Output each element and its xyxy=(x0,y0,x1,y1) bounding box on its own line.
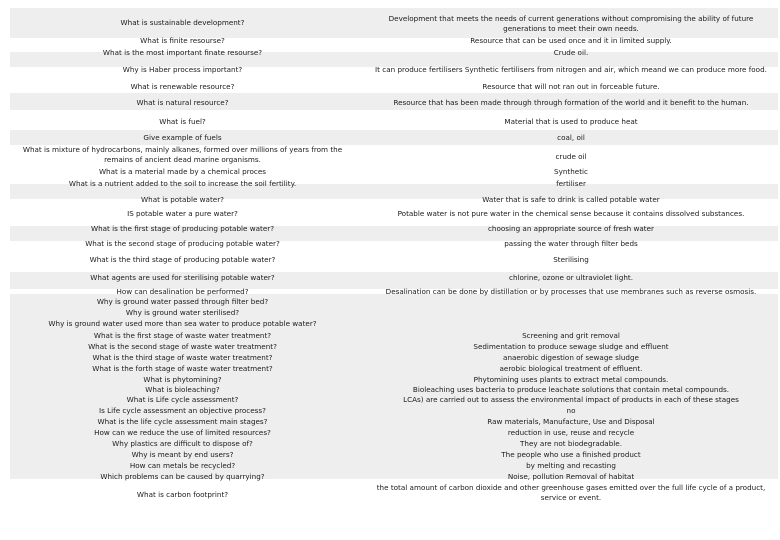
question: What is the life cycle assessment main stages? xyxy=(97,417,268,426)
answer: choosing an appropriate source of fresh water xyxy=(487,224,655,233)
answer: Potable water is not pure water in the chemical sense because it contains dissolved substances. xyxy=(397,209,745,218)
question: What is bioleaching? xyxy=(145,385,220,394)
question: Why is meant by end users? xyxy=(131,450,234,459)
answer: passing the water through filter beds xyxy=(504,239,638,248)
question: What is renewable resource? xyxy=(130,82,235,91)
answer: Screening and grit removal xyxy=(522,331,620,340)
answer: Resource that has been made through through formation of the world and it benefit to the human. xyxy=(393,98,749,107)
answer: aerobic biological treatment of effluent. xyxy=(499,364,643,373)
question: How can we reduce the use of limited resources? xyxy=(94,428,271,437)
answer: anaerobic digestion of sewage sludge xyxy=(503,353,639,362)
answer: Desalination can be done by distillation or by processes that use membranes such as reverse osmosis. xyxy=(385,287,757,296)
answer: by melting and recasting xyxy=(526,461,616,470)
question: Is Life cycle assessment an objective process? xyxy=(99,406,266,415)
answer: Sedimentation to produce sewage sludge and effluent xyxy=(473,342,669,351)
question: Why is Haber process important? xyxy=(122,65,243,74)
answer: coal, oil xyxy=(557,133,585,142)
question: Which problems can be caused by quarrying? xyxy=(100,472,265,481)
answer: Noise, pollution Removal of habitat xyxy=(507,472,635,481)
answer: reduction in use, reuse and recycle xyxy=(507,428,635,437)
question: What is the most important finate resourse? xyxy=(102,48,263,57)
answer: the total amount of carbon dioxide and other greenhouse gases emitted over the full life cycle of a product, service or event. xyxy=(376,483,766,503)
question: What is the third stage of waste water treatment? xyxy=(92,353,273,362)
question: How can metals be recycled? xyxy=(129,461,236,470)
question: Why is ground water used more than sea water to produce potable water? xyxy=(48,319,317,328)
answer: crude oil xyxy=(555,152,587,161)
question: What is the third stage of producing potable water? xyxy=(89,255,276,264)
question: What is the first stage of waste water treatment? xyxy=(93,331,272,340)
answer: The people who use a finished product xyxy=(501,450,641,459)
answer: They are not biodegradable. xyxy=(520,439,622,448)
answer: Raw materials, Manufacture, Use and Disposal xyxy=(487,417,655,426)
question: IS potable water a pure water? xyxy=(127,209,238,218)
question: What is sustainable development? xyxy=(120,18,245,27)
answer: Synthetic xyxy=(554,167,588,176)
answer: Resource that can be used once and it in limited supply. xyxy=(470,36,672,45)
question: What is the second stage of waste water treatment? xyxy=(88,342,277,351)
question: What is the first stage of producing potable water? xyxy=(90,224,275,233)
answer: Material that is used to produce heat xyxy=(504,117,638,126)
answer: Resource that will not ran out in forceable future. xyxy=(482,82,660,91)
answer: Bioleaching uses bacteria to produce leachate solutions that contain metal compounds. xyxy=(412,385,730,394)
question: What is a nutrient added to the soil to increase the soil fertility. xyxy=(68,179,297,188)
question: What is mixture of hydrocarbons, mainly alkanes, formed over millions of years from the remains of ancient dead marine organisms. xyxy=(22,145,343,165)
question: What is natural resource? xyxy=(136,98,229,107)
question: What is phytomining? xyxy=(143,375,222,384)
question: What is fuel? xyxy=(159,117,206,126)
question: What is Life cycle assessment? xyxy=(126,395,239,404)
answer: Development that meets the needs of current generations without compromising the ability of future generations to meet their own needs. xyxy=(388,14,754,34)
answer: It can produce fertilisers Synthetic fertilisers from nitrogen and air, which meand we can produce more food. xyxy=(375,65,767,74)
question: Give example of fuels xyxy=(143,133,222,142)
question: Why plastics are difficult to dispose of? xyxy=(112,439,253,448)
question: Why is ground water sterilised? xyxy=(125,308,240,317)
question: What is a material made by a chemical proces xyxy=(98,167,267,176)
answer: no xyxy=(566,406,576,415)
answer: LCAs) are carried out to assess the environmental impact of products in each of these stages xyxy=(403,395,739,404)
question: What is potable water? xyxy=(141,195,224,204)
question: What is carbon footprint? xyxy=(136,490,229,499)
answer: Crude oil. xyxy=(553,48,589,57)
answer: chlorine, ozone or ultraviolet light. xyxy=(509,273,633,282)
answer: Phytomining uses plants to extract metal compounds. xyxy=(473,375,669,384)
question: How can desalination be performed? xyxy=(116,287,249,296)
question: What is the second stage of producing potable water? xyxy=(85,239,280,248)
question: What is the forth stage of waste water treatment? xyxy=(92,364,273,373)
answer: fertiliser xyxy=(556,179,586,188)
question: Why is ground water passed through filter bed? xyxy=(96,297,269,306)
question: What is finite resourse? xyxy=(140,36,225,45)
question: What agents are used for sterilising potable water? xyxy=(90,273,275,282)
answer: Sterilising xyxy=(553,255,589,264)
answer: Water that is safe to drink is called potable water xyxy=(482,195,660,204)
